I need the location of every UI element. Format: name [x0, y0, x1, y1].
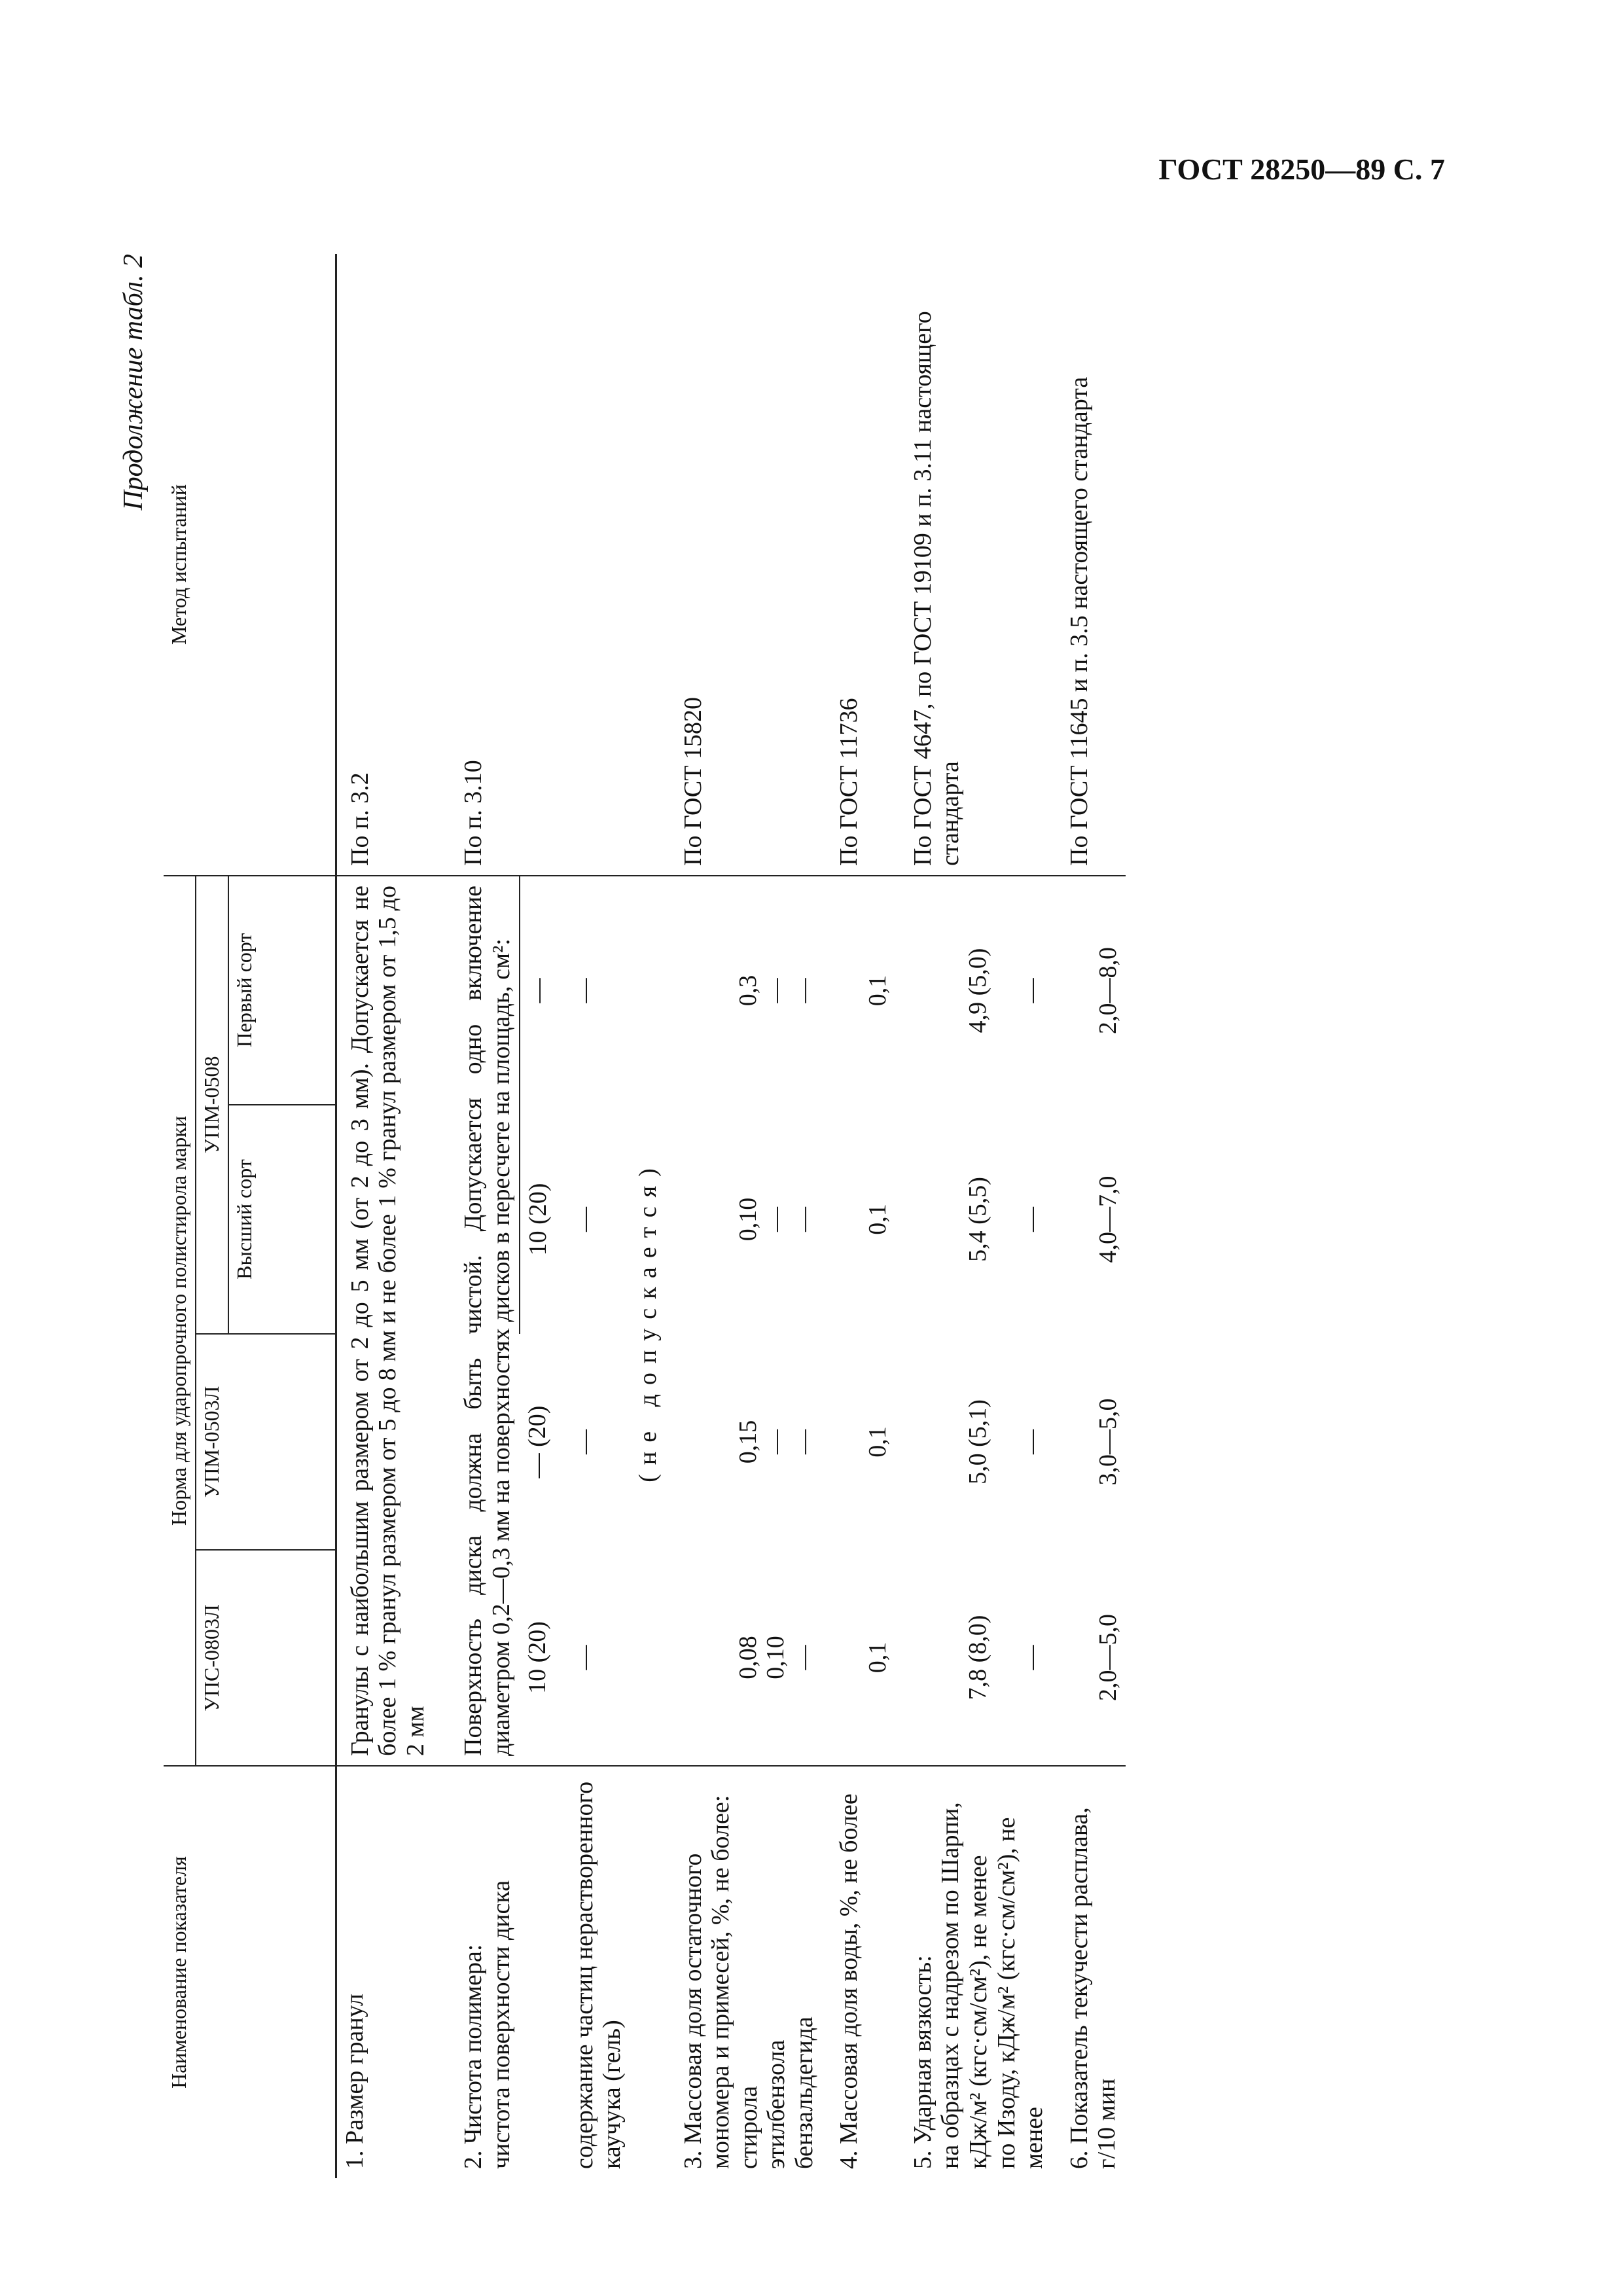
table-row	[520, 254, 556, 2178]
row6-upm0503: 3,0—5,0	[1094, 1398, 1122, 1486]
col-header-name: Наименование показателя	[164, 1766, 336, 2178]
row5-upm0503	[896, 1334, 1052, 1550]
row4-method: По ГОСТ 11736	[822, 254, 896, 876]
row5-first	[896, 876, 1052, 1105]
row5-high-izod: —	[1018, 1207, 1046, 1232]
row1-name: 1. Размер гранул	[336, 1766, 433, 2178]
row2b-upm0503: —	[570, 1429, 598, 1454]
row2-name	[433, 1766, 520, 2178]
row4-ups: 0,1	[864, 1641, 892, 1674]
row2-method: По п. 3.10	[433, 254, 520, 876]
col-header-upm0508: УПМ-0508	[196, 876, 228, 1334]
row5-name-izod: по Изоду, кДж/м² (кгс·см/см²), не менее	[992, 1817, 1048, 2169]
row5-high	[896, 1105, 1052, 1334]
col-header-norm: Норма для ударопрочного полистирола марки	[164, 876, 196, 1766]
col-header-higher-grade: Высший сорт	[228, 1105, 336, 1334]
row3-ups-styrene: 0,08	[734, 1636, 762, 1679]
table-row	[666, 254, 823, 2178]
row6-high: 4,0—7,0	[1094, 1175, 1122, 1263]
row5-high-charpy: 5,4 (5,5)	[963, 1177, 991, 1262]
table-row	[896, 254, 1052, 2178]
row5-method: По ГОСТ 4647, по ГОСТ 19109 и п. 3.11 настоящего стандарта	[896, 254, 1052, 876]
row3-item-styrene: стирола	[734, 2085, 762, 2169]
row3-item-ethylbenzene: этилбензола	[762, 2039, 791, 2169]
row5-upm0503-charpy: 5,0 (5,1)	[963, 1399, 991, 1484]
row1-norm: Гранулы с наибольшим размером от 2 до 5 мм (от 2 до 3 мм). Допускается не более 1 % гранул размером от 5 до 8 мм и не более 1 % гранул размером от 1,5 до 2 мм	[346, 885, 429, 1756]
row5-first-charpy: 4,9 (5,0)	[963, 948, 991, 1033]
row4-name: 4. Массовая доля воды, %, не более	[822, 1766, 896, 2178]
row2-upm0503: — (20)	[524, 1405, 552, 1479]
row5-ups-charpy: 7,8 (8,0)	[963, 1615, 991, 1700]
row3-method: По ГОСТ 15820	[666, 254, 823, 876]
row6-method: По ГОСТ 11645 и п. 3.5 настоящего стандарта	[1052, 254, 1126, 876]
table-row	[433, 254, 520, 2178]
row2-name-sub: чистота поверхности диска	[487, 1880, 515, 2169]
row6-first: 2,0—8,0	[1094, 946, 1122, 1034]
row2b-name: содержание частиц нерастворенного каучука (гель)	[556, 1766, 630, 2178]
col-header-ups: УПС-0803Л	[196, 1550, 336, 1766]
row3-upm0503-benzaldehyde: —	[789, 1429, 817, 1454]
row4-high: 0,1	[864, 1204, 892, 1235]
row3-first-benzaldehyde: —	[789, 978, 817, 1003]
col-header-first-grade: Первый сорт	[228, 876, 336, 1105]
col-header-upm0503: УПМ-0503Л	[196, 1334, 336, 1550]
row4-upm0503: 0,1	[864, 1426, 892, 1458]
table-row	[822, 254, 896, 2178]
row2-ups: 10 (20)	[524, 1621, 552, 1694]
row3-first	[666, 876, 823, 1105]
row3-high-benzaldehyde: —	[789, 1207, 817, 1232]
row3-first-ethylbenzene: —	[762, 978, 790, 1003]
row5-first-izod: —	[1018, 978, 1046, 1003]
row2-high: 10 (20)	[520, 1105, 556, 1334]
row5-upm0503-izod: —	[1018, 1429, 1046, 1454]
row4-first: 0,1	[864, 975, 892, 1007]
row2-first: —	[520, 876, 556, 1105]
standards-table	[164, 254, 1126, 2178]
row5-name-title: 5. Ударная вязкость:	[908, 1955, 936, 2169]
row1-method: По п. 3.2	[336, 254, 433, 876]
row3-ups-ethylbenzene: 0,10	[762, 1636, 790, 1679]
row3-upm0503-ethylbenzene: —	[762, 1429, 790, 1454]
row6-name: 6. Показатель текучести расплава, г/10 мин	[1052, 1766, 1126, 2178]
table-caption: Продолжение табл. 2	[118, 254, 149, 511]
row2b-not-allowed: (не допускается)	[634, 1159, 662, 1482]
table-row	[556, 254, 630, 2178]
row2b-ups: —	[570, 1645, 598, 1670]
row2b-first: —	[570, 978, 598, 1003]
row3-name-title: 3. Массовая доля остаточного мономера и примесей, %, не более:	[679, 1795, 735, 2169]
row3-name	[666, 1766, 823, 2178]
row3-high	[666, 1105, 823, 1334]
row3-high-ethylbenzene: —	[762, 1207, 790, 1232]
row5-ups	[896, 1550, 1052, 1766]
table-row	[630, 254, 666, 2178]
row2-norm: Поверхность диска должна быть чистой. Допускается одно включение диаметром 0,2—0,3 мм на поверхностях дисков в пересчете на площадь, см²:	[459, 885, 515, 1756]
table-row	[336, 254, 433, 2178]
row2b-high: —	[570, 1207, 598, 1232]
row5-name	[896, 1766, 1052, 2178]
row2-name-title: 2. Чистота полимера:	[459, 1944, 488, 2169]
row3-ups-benzaldehyde: —	[789, 1645, 817, 1670]
row5-ups-izod: —	[1018, 1645, 1046, 1670]
row3-high-styrene: 0,10	[734, 1197, 762, 1242]
row3-upm0503	[666, 1334, 823, 1550]
rotated-table-area	[118, 254, 1420, 2178]
table-row	[1052, 254, 1126, 2178]
col-header-method: Метод испытаний	[164, 254, 336, 876]
row6-ups: 2,0—5,0	[1094, 1614, 1122, 1701]
row3-ups	[666, 1550, 823, 1766]
row3-first-styrene: 0,3	[734, 975, 762, 1007]
row3-upm0503-styrene: 0,15	[734, 1420, 762, 1464]
document-reference: ГОСТ 28250—89 С. 7	[1158, 152, 1445, 186]
row3-item-benzaldehyde: бензальдегида	[790, 2017, 818, 2169]
row5-name-charpy: на образцах с надрезом по Шарпи, кДж/м² (кгс·см/см²), не менее	[936, 1802, 992, 2169]
